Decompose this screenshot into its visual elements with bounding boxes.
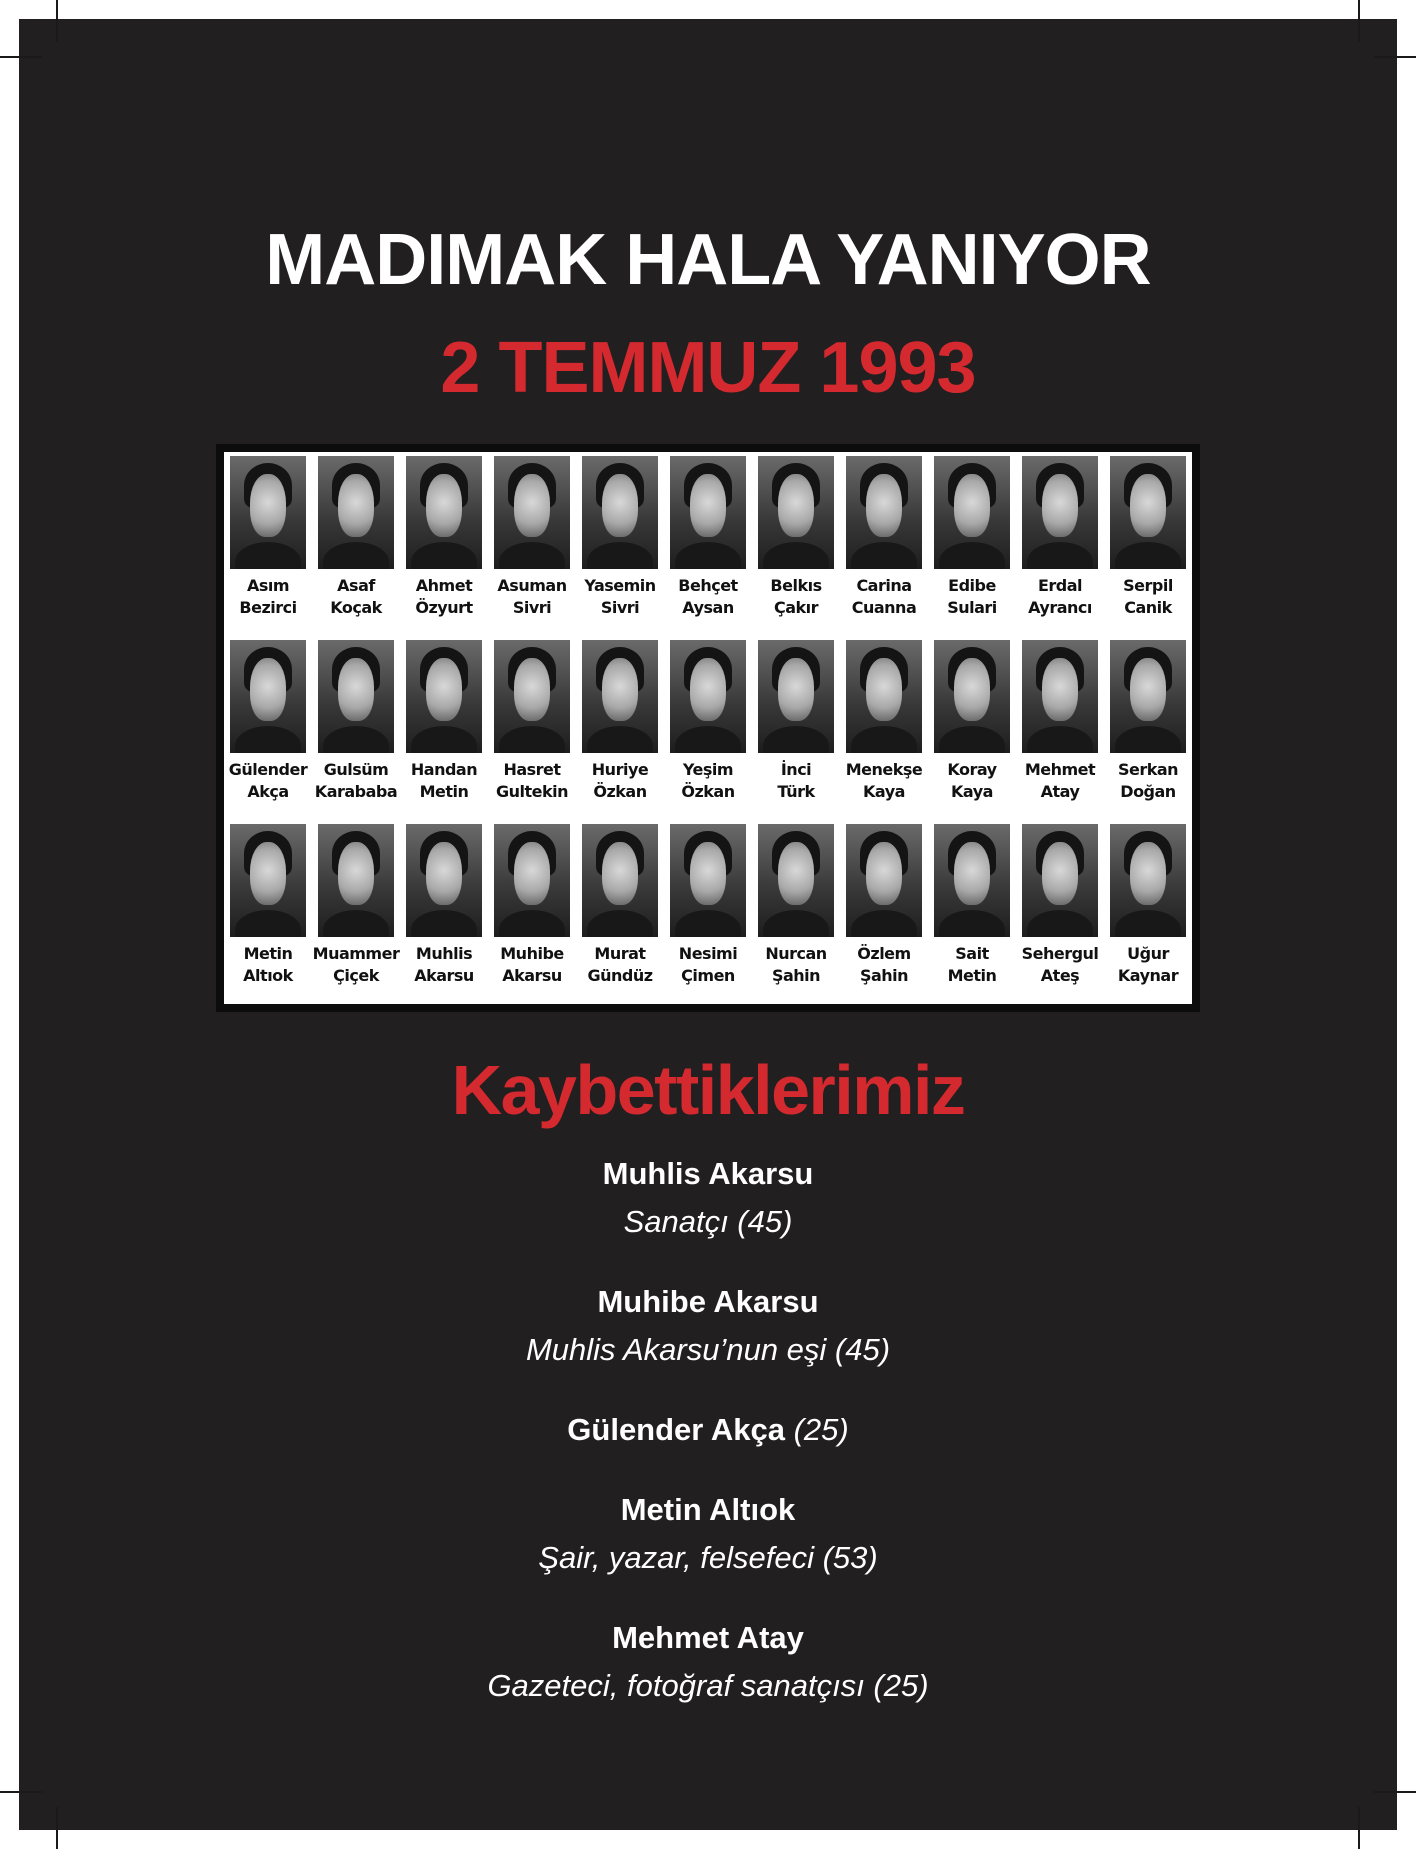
last-name: Çimen — [681, 966, 735, 985]
portrait-photo — [230, 640, 306, 753]
person-name — [846, 759, 923, 803]
photo-card — [576, 820, 664, 1004]
crop-mark-bottom-right-h — [1374, 1791, 1416, 1793]
last-name: Özyurt — [415, 598, 473, 617]
first-name: Nurcan — [765, 944, 827, 963]
portrait-photo — [1022, 456, 1098, 569]
first-name: Ahmet — [415, 576, 473, 595]
portrait-photo — [846, 824, 922, 937]
photo-card — [840, 452, 928, 636]
portrait-photo — [758, 824, 834, 937]
person-name — [857, 943, 910, 987]
person-name — [315, 759, 397, 803]
first-name: Gülender — [228, 760, 308, 779]
victims-photo-collage — [216, 444, 1200, 1012]
last-name: Akarsu — [502, 966, 562, 985]
first-name: İnci — [780, 760, 812, 779]
first-name: Carina — [856, 576, 912, 595]
portrait-photo — [670, 824, 746, 937]
last-name: Atay — [1040, 782, 1080, 801]
victim-name: Metin Altıok — [620, 1492, 796, 1527]
photo-card — [664, 820, 752, 1004]
victim-name-line — [0, 1278, 1416, 1326]
photo-card — [1016, 452, 1104, 636]
last-name: Canik — [1124, 598, 1172, 617]
photo-card — [400, 636, 488, 820]
last-name: Türk — [777, 782, 815, 801]
photo-card — [752, 820, 840, 1004]
portrait-photo — [318, 640, 394, 753]
first-name: Gulsüm — [323, 760, 389, 779]
first-name: Metin — [243, 944, 293, 963]
victim-description: Şair, yazar, felsefeci (53) — [538, 1540, 878, 1575]
person-name — [770, 575, 821, 619]
portrait-photo — [846, 456, 922, 569]
first-name: Serkan — [1117, 760, 1179, 779]
portrait-photo — [1110, 640, 1186, 753]
last-name: Özkan — [681, 782, 735, 801]
photo-card — [840, 636, 928, 820]
crop-mark-top-left-v — [56, 0, 58, 42]
photo-card — [400, 452, 488, 636]
photo-card — [488, 452, 576, 636]
portrait-photo — [1110, 456, 1186, 569]
person-name — [584, 575, 655, 619]
first-name: Murat — [594, 944, 646, 963]
last-name: Metin — [419, 782, 469, 801]
photo-card — [928, 452, 1016, 636]
person-name — [330, 575, 382, 619]
crop-mark-top-right-h — [1374, 56, 1416, 58]
person-name — [415, 575, 472, 619]
person-name — [1025, 759, 1095, 803]
last-name: Ateş — [1040, 966, 1080, 985]
first-name: Nesimi — [678, 944, 738, 963]
first-name: Muammer — [312, 944, 400, 963]
last-name: Akarsu — [414, 966, 474, 985]
person-name — [1123, 575, 1173, 619]
last-name: Akça — [247, 782, 289, 801]
portrait-photo — [670, 640, 746, 753]
last-name: Kaya — [863, 782, 905, 801]
first-name: Handan — [410, 760, 478, 779]
person-name — [947, 759, 996, 803]
portrait-photo — [934, 456, 1010, 569]
person-name — [947, 575, 997, 619]
last-name: Bezirci — [239, 598, 297, 617]
first-name: Menekşe — [845, 760, 923, 779]
portrait-photo — [494, 640, 570, 753]
last-name: Çiçek — [333, 966, 379, 985]
victim-entry — [0, 1614, 1416, 1710]
last-name: Sivri — [512, 598, 552, 617]
last-name: Koçak — [330, 598, 382, 617]
victim-name: Mehmet Atay — [612, 1620, 804, 1655]
crop-mark-top-right-v — [1358, 0, 1360, 42]
last-name: Şahin — [771, 966, 821, 985]
portrait-photo — [1022, 640, 1098, 753]
first-name: Belkıs — [770, 576, 822, 595]
portrait-photo — [934, 824, 1010, 937]
first-name: Erdal — [1037, 576, 1083, 595]
first-name: Muhlis — [415, 944, 473, 963]
last-name: Metin — [947, 966, 997, 985]
photo-card — [664, 636, 752, 820]
person-name — [496, 759, 568, 803]
last-name: Gultekin — [495, 782, 569, 801]
portrait-photo — [1110, 824, 1186, 937]
first-name: Mehmet — [1024, 760, 1096, 779]
person-name — [411, 759, 477, 803]
photo-card — [224, 636, 312, 820]
portrait-photo — [582, 456, 658, 569]
portrait-photo — [406, 456, 482, 569]
first-name: Özlem — [857, 944, 911, 963]
page-title: MADIMAK HALA YANIYOR — [265, 220, 1151, 300]
first-name: Koray — [947, 760, 997, 779]
last-name: Sulari — [947, 598, 997, 617]
victim-name-line — [0, 1406, 1416, 1454]
person-name — [1028, 575, 1092, 619]
last-name: Cuanna — [851, 598, 917, 617]
first-name: Behçet — [678, 576, 738, 595]
victim-age: (25) — [793, 1412, 849, 1447]
photo-card — [312, 636, 400, 820]
first-name: Huriye — [591, 760, 649, 779]
victim-name-line — [0, 1614, 1416, 1662]
portrait-photo — [846, 640, 922, 753]
victim-entry — [0, 1150, 1416, 1246]
first-name: Asım — [246, 576, 290, 595]
first-name: Yasemin — [584, 576, 656, 595]
person-name — [313, 943, 400, 987]
person-name — [678, 575, 737, 619]
last-name: Altıok — [243, 966, 293, 985]
portrait-photo — [406, 640, 482, 753]
victim-entry — [0, 1278, 1416, 1374]
person-name — [592, 759, 648, 803]
person-name — [497, 575, 566, 619]
photo-card — [928, 636, 1016, 820]
person-name — [679, 943, 737, 987]
photo-card — [1104, 820, 1192, 1004]
victim-description: Sanatçı (45) — [623, 1204, 793, 1239]
person-name — [765, 943, 826, 987]
photo-card — [488, 636, 576, 820]
section-title: Kaybettiklerimiz — [451, 1051, 965, 1129]
last-name: Aysan — [682, 598, 734, 617]
last-name: Gündüz — [587, 966, 653, 985]
person-name — [243, 943, 293, 987]
first-name: Sehergul — [1021, 944, 1099, 963]
last-name: Karababa — [314, 782, 398, 801]
portrait-photo — [1022, 824, 1098, 937]
crop-mark-bottom-left-h — [0, 1791, 42, 1793]
photo-card — [224, 820, 312, 1004]
last-name: Ayrancı — [1028, 598, 1092, 617]
last-name: Kaynar — [1117, 966, 1179, 985]
photo-card — [752, 636, 840, 820]
photo-card — [664, 452, 752, 636]
first-name: Serpil — [1123, 576, 1173, 595]
person-name — [587, 943, 652, 987]
portrait-photo — [758, 640, 834, 753]
victim-description: Muhlis Akarsu’nun eşi (45) — [525, 1332, 891, 1367]
photo-card — [1016, 820, 1104, 1004]
crop-mark-top-left-h — [0, 56, 42, 58]
person-name — [229, 759, 307, 803]
last-name: Çakır — [773, 598, 819, 617]
first-name: Muhibe — [500, 944, 564, 963]
portrait-photo — [318, 824, 394, 937]
last-name: Kaya — [951, 782, 993, 801]
portrait-photo — [670, 456, 746, 569]
portrait-photo — [582, 824, 658, 937]
victim-name: Gülender Akça — [567, 1412, 785, 1447]
crop-mark-bottom-right-v — [1358, 1807, 1360, 1849]
photo-card — [840, 820, 928, 1004]
person-name — [239, 575, 296, 619]
person-name — [1118, 759, 1178, 803]
victim-entry — [0, 1406, 1416, 1454]
person-name — [1022, 943, 1099, 987]
photo-card — [576, 636, 664, 820]
person-name — [1118, 943, 1178, 987]
victim-name-line — [0, 1150, 1416, 1198]
photo-card — [400, 820, 488, 1004]
victim-description: Gazeteci, fotoğraf sanatçısı (25) — [487, 1668, 929, 1703]
first-name: Sait — [955, 944, 989, 963]
portrait-photo — [758, 456, 834, 569]
first-name: Yeşim — [682, 760, 734, 779]
first-name: Asaf — [337, 576, 375, 595]
first-name: Edibe — [948, 576, 996, 595]
photo-card — [752, 452, 840, 636]
photo-card — [312, 452, 400, 636]
victim-list — [0, 1150, 1416, 1742]
last-name: Şahin — [859, 966, 909, 985]
last-name: Sivri — [600, 598, 640, 617]
portrait-photo — [406, 824, 482, 937]
crop-mark-bottom-left-v — [56, 1807, 58, 1849]
photo-grid — [224, 452, 1192, 1004]
portrait-photo — [318, 456, 394, 569]
portrait-photo — [582, 640, 658, 753]
first-name: Asuman — [497, 576, 567, 595]
portrait-photo — [230, 456, 306, 569]
photo-card — [1104, 636, 1192, 820]
victim-name: Muhibe Akarsu — [597, 1284, 819, 1319]
victim-name-line — [0, 1486, 1416, 1534]
portrait-photo — [934, 640, 1010, 753]
photo-card — [488, 820, 576, 1004]
portrait-photo — [494, 824, 570, 937]
photo-card — [1104, 452, 1192, 636]
first-name: Uğur — [1127, 944, 1169, 963]
photo-card — [928, 820, 1016, 1004]
person-name — [777, 759, 814, 803]
first-name: Hasret — [503, 760, 561, 779]
portrait-photo — [494, 456, 570, 569]
person-name — [681, 759, 734, 803]
person-name — [948, 943, 997, 987]
photo-card — [312, 820, 400, 1004]
person-name — [500, 943, 564, 987]
person-name — [852, 575, 917, 619]
portrait-photo — [230, 824, 306, 937]
photo-card — [576, 452, 664, 636]
person-name — [414, 943, 474, 987]
photo-card — [1016, 636, 1104, 820]
victim-name: Muhlis Akarsu — [602, 1156, 814, 1191]
last-name: Özkan — [593, 782, 647, 801]
victim-entry — [0, 1486, 1416, 1582]
last-name: Doğan — [1120, 782, 1176, 801]
event-date: 2 TEMMUZ 1993 — [440, 328, 976, 408]
photo-card — [224, 452, 312, 636]
